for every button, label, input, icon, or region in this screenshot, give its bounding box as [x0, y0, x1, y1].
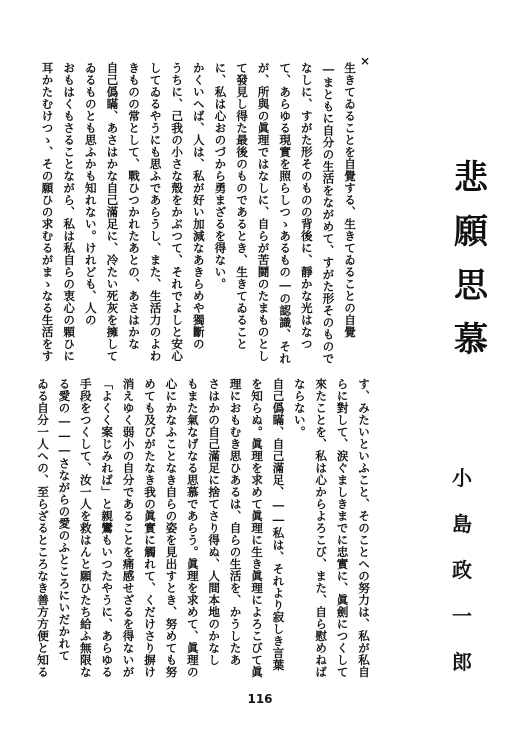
text-line: めても及びがたなき我の眞實に觸れて、くだけさり摒け: [143, 378, 157, 678]
title-char: 慕: [454, 320, 488, 360]
text-line: 耳かたむけつゝ、その願ひの求むるがまゝなる生活をす: [40, 62, 55, 362]
text-line: が、所與の眞理ではなしに、自らが苦鬪のたまものとし: [256, 62, 271, 362]
text-line: かくいへば、人は、私が好い加減なあきらめや獨斷の: [191, 62, 206, 350]
text-line: おもはくもさることながら、私は私自らの衷心の顆ひに: [62, 62, 77, 362]
text-line: してゐるやうにも思ふであらうし、また、生活力のよわ: [148, 62, 163, 362]
text-line: ゐる自分一人への、至らざるところなき善方方便と知る: [36, 378, 50, 678]
text-line: 消えゆく弱小の自分であることを痛感せざるを得ないが: [121, 378, 136, 678]
author-char: 小: [452, 466, 472, 490]
text-line: 「よくく案じみれば」と親鸞もいつたやうに、あらゆる: [100, 378, 115, 678]
text-line: さはかの自己滿足に捨てさり得ぬ、人間本地のかなし: [207, 378, 222, 666]
text-line: 生きてゐることを自覺する、生きてゐることの自覺: [343, 62, 357, 338]
text-line: て、あらゆる現實を照らしつゝあるもの―の認識、それ: [278, 62, 293, 365]
text-line: に、私は心おのづから勇まざるを得ない。: [213, 62, 228, 290]
text-line: らに對して、涙ぐましきまでに忠實に、眞劍につくして: [335, 378, 350, 678]
title-char: 思: [454, 266, 488, 306]
title-char: 悲: [454, 158, 488, 198]
text-line: なしに、すがた形そのものの背後に、靜かな光はなつ: [299, 62, 314, 350]
title-char: 願: [454, 212, 488, 252]
text-line: もまた氣なげなる思慕であらう。眞理を求めて、眞理の: [185, 378, 200, 678]
text-line: 心にかなふことなき自らの姿を見出すとき、努めても努: [164, 378, 179, 678]
text-line: 自己僞瞞、自己滿足、――私は、それより寂しき言葉: [271, 378, 286, 671]
author-char: 郎: [452, 650, 472, 674]
text-line: ゐるものとも思ふかも知れない。けれども、人の: [83, 62, 98, 326]
section-mark: ×: [360, 54, 371, 68]
page-number: 116: [247, 692, 273, 706]
text-line: うちに、己我の小さな殼をかぶつて、それでよしと安心: [170, 62, 185, 362]
text-line: 自己僞瞞、あさはかな自己滿足に、冷たい死灰を擁して: [105, 62, 120, 362]
text-line: 理におもむき思ひあるは、自らの生活を、かうしたあ: [228, 378, 243, 666]
text-line: て發見し得た最後のものであるとき、生きてゐること: [235, 62, 249, 350]
text-line: す、みたいといふこと、そのことへの努力は、私が私自: [357, 378, 371, 678]
text-line: る愛の―――さながらの愛のふところにいだかれて: [57, 378, 72, 662]
text-line: ―まともに自分の生活をながめて、すがた形そのもので: [321, 62, 336, 365]
text-line: ならない。: [292, 378, 307, 438]
author-char: 一: [452, 604, 472, 628]
author-char: 島: [452, 512, 472, 536]
text-line: 來たことを、私は心からよろこび、また、自ら慰めねば: [314, 378, 329, 678]
author-char: 政: [452, 558, 472, 582]
text-line: 手段をつくして、汝一人を救はんと願ひたち給ふ無限な: [78, 378, 93, 678]
text-line: きものの常として、戰ひつかれたあとの、あさはかな: [127, 62, 141, 350]
text-line: を知らぬ。眞理を求めて眞理に生き眞理によろこびて眞: [250, 378, 264, 678]
